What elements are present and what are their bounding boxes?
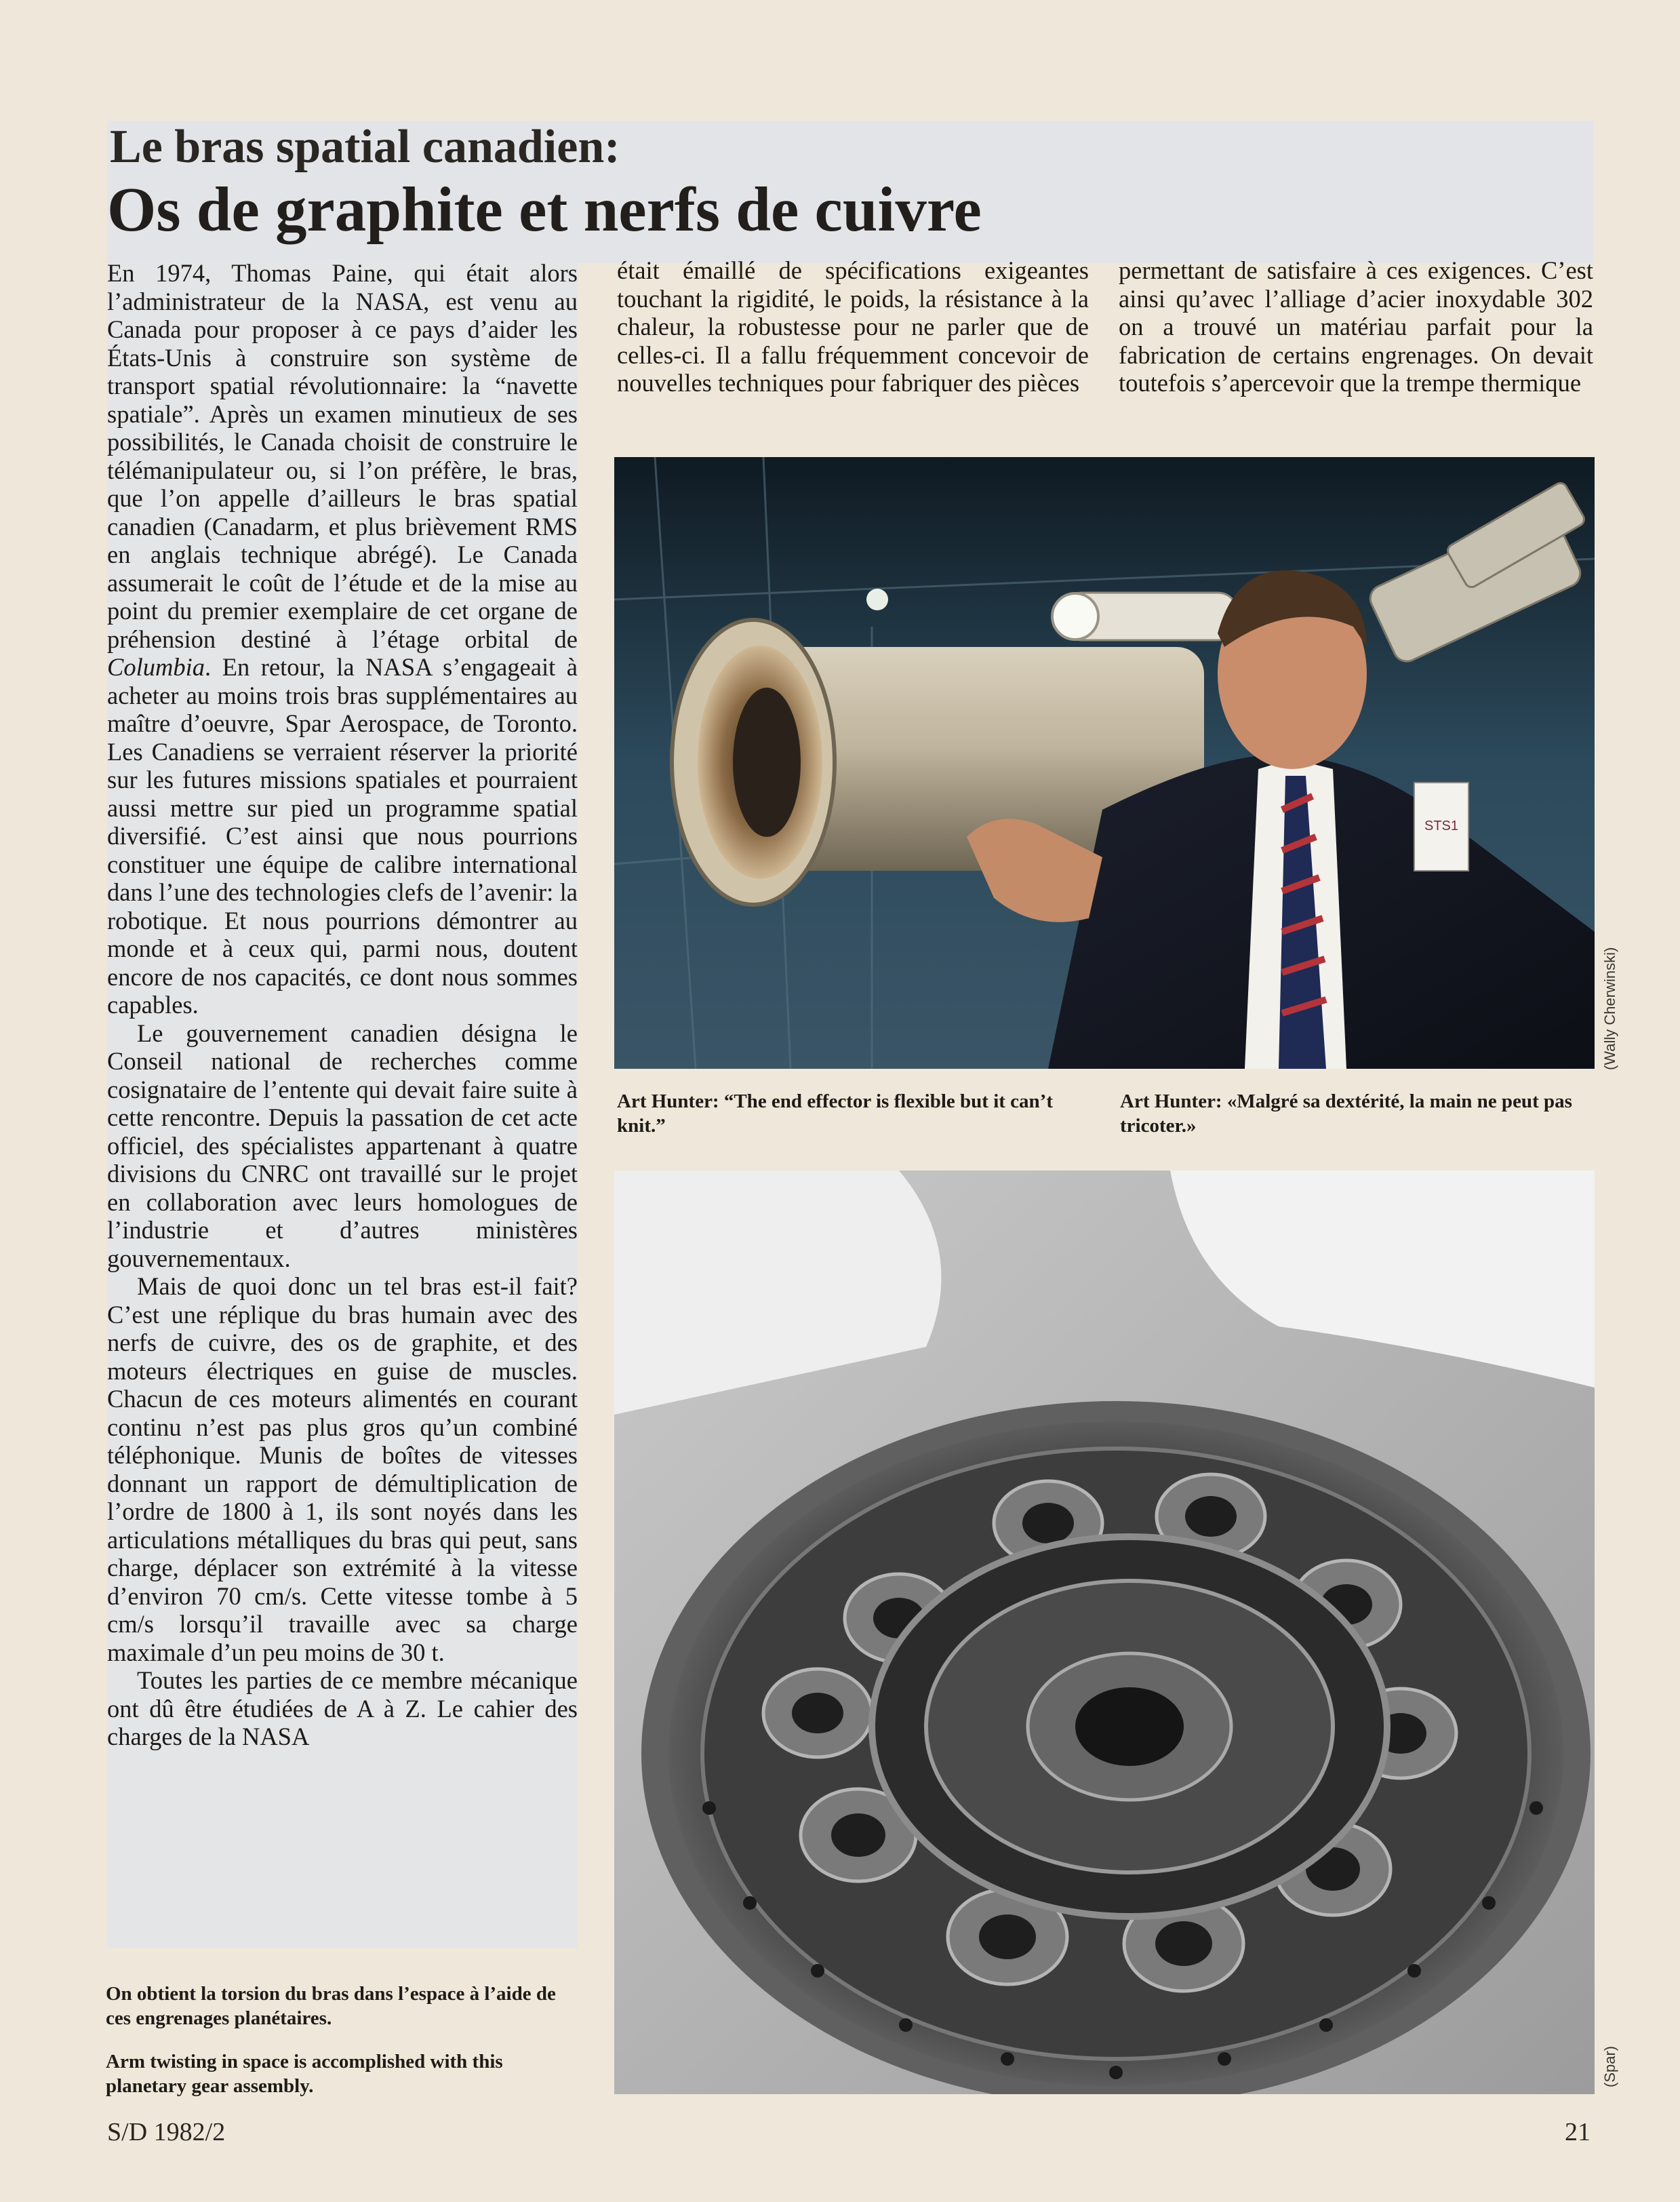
caption-photo1-en: Art Hunter: “The end effector is flexible but it can’t knit.” — [617, 1090, 1053, 1137]
paragraph-col2: était émaillé de spécifications exigeantes touchant la rigidité, le poids, la résistance à la chaleur, la robustesse pour ne parler que de celles-ci. Il a fallu fréquemment concevoir de nouvelles techniques pour fabriquer des pièces — [617, 256, 1089, 397]
photo-art-hunter — [614, 457, 1595, 1069]
photo-planetary-gear — [614, 1171, 1595, 2094]
paragraph-col3: permettant de satisfaire à ces exigences. C’est ainsi qu’avec l’alliage d’acier inoxydable 302 on a trouvé un matériau parfait pour la fabrication de certains engrenages. On devait toutefois s’apercevoir que la trempe thermique — [1119, 256, 1593, 397]
photo-planetary-gear-illustration — [614, 1171, 1595, 2094]
badge-text: STS1 — [1424, 819, 1459, 833]
page-number: 21 — [1565, 2118, 1591, 2146]
caption-photo1-fr: Art Hunter: «Malgré sa dextérité, la main ne peut pas tricoter.» — [1120, 1090, 1572, 1137]
body-column-1 — [107, 259, 578, 1948]
credit-photo1: (Wally Cherwinski) — [1601, 947, 1618, 1070]
italic-columbia: Columbia — [107, 653, 205, 681]
footer-issue: S/D 1982/2 — [107, 2118, 226, 2146]
photo-art-hunter-illustration — [614, 457, 1595, 1069]
paragraph-3: Mais de quoi donc un tel bras est-il fait? C’est une réplique du bras humain avec des nerfs de cuivre, des os de graphite, et des moteurs électriques en guise de muscles. Chacun de ces moteurs alimentés en courant continu n’est pas plus gros qu’un combiné téléphonique. Munis de boîtes de vitesses donnant un rapport de démultiplication de l’ordre de 1800 à 1, ils sont noyés dans les articulations métalliques du bras qui peut, sans charge, déplacer son extrémité à la vitesse d’environ 70 cm/s. Cette vitesse tombe à 5 cm/s lorsqu’il travaille avec sa charge maximale d’un peu moins de 30 t. — [107, 1272, 578, 1666]
credit-photo2: (Spar) — [1601, 2045, 1618, 2087]
caption-photo2-en: Arm twisting in space is accomplished with this planetary gear assembly. — [106, 2051, 503, 2097]
article-kicker: Le bras spatial canadien: — [110, 121, 620, 173]
body-column-2 — [617, 256, 1089, 397]
caption-photo2-fr: On obtient la torsion du bras dans l’espace à l’aide de ces engrenages planétaires. — [106, 1983, 556, 2029]
paragraph-1: En 1974, Thomas Paine, qui était alors l’administrateur de la NASA, est venu au Canada pour proposer à ce pays d’aider les États-Unis à construire son système de transport spatial révolutionnaire: la “navette spatiale”. Après un examen minutieux de ses possibilités, le Canada choisit de construire le télémanipulateur ou, si l’on préfère, le bras, que l’on appelle d’ailleurs le bras spatial canadien (Canadarm, et plus brièvement RMS en anglais technique abrégé). Le Canada assumerait le coût de l’étude et de la mise au point du premier exemplaire de cet organe de préhension destiné à l’étage orbital de Columbia. En retour, la NASA s’engageait à acheter au moins trois bras supplémentaires au maître d’oeuvre, Spar Aerospace, de Toronto. Les Canadiens se verraient réserver la priorité sur les futures missions spatiales et pourraient aussi mettre sur pied un programme spatial diversifié. C’est ainsi que nous pourrions constituer une équipe de calibre international dans l’une des technologies clefs de l’avenir: la robotique. Et nous pourrions démontrer au monde et à ceux qui, parmi nous, doutent encore de nos capacités, ce dont nous sommes capables. — [107, 259, 578, 1019]
article-title: Os de graphite et nerfs de cuivre — [107, 175, 982, 245]
paragraph-4: Toutes les parties de ce membre mécanique ont dû être étudiées de A à Z. Le cahier des charges de la NASA — [107, 1666, 578, 1750]
body-column-3 — [1119, 256, 1593, 397]
paragraph-2: Le gouvernement canadien désigna le Conseil national de recherches comme cosignataire de l’entente qui devait faire suite à cette rencontre. Depuis la passation de cet acte officiel, des spécialistes appartenant à quatre divisions du CNRC ont travaillé sur le projet en collaboration avec leurs homologues de l’industrie et d’autres ministères gouvernementaux. — [107, 1019, 578, 1272]
